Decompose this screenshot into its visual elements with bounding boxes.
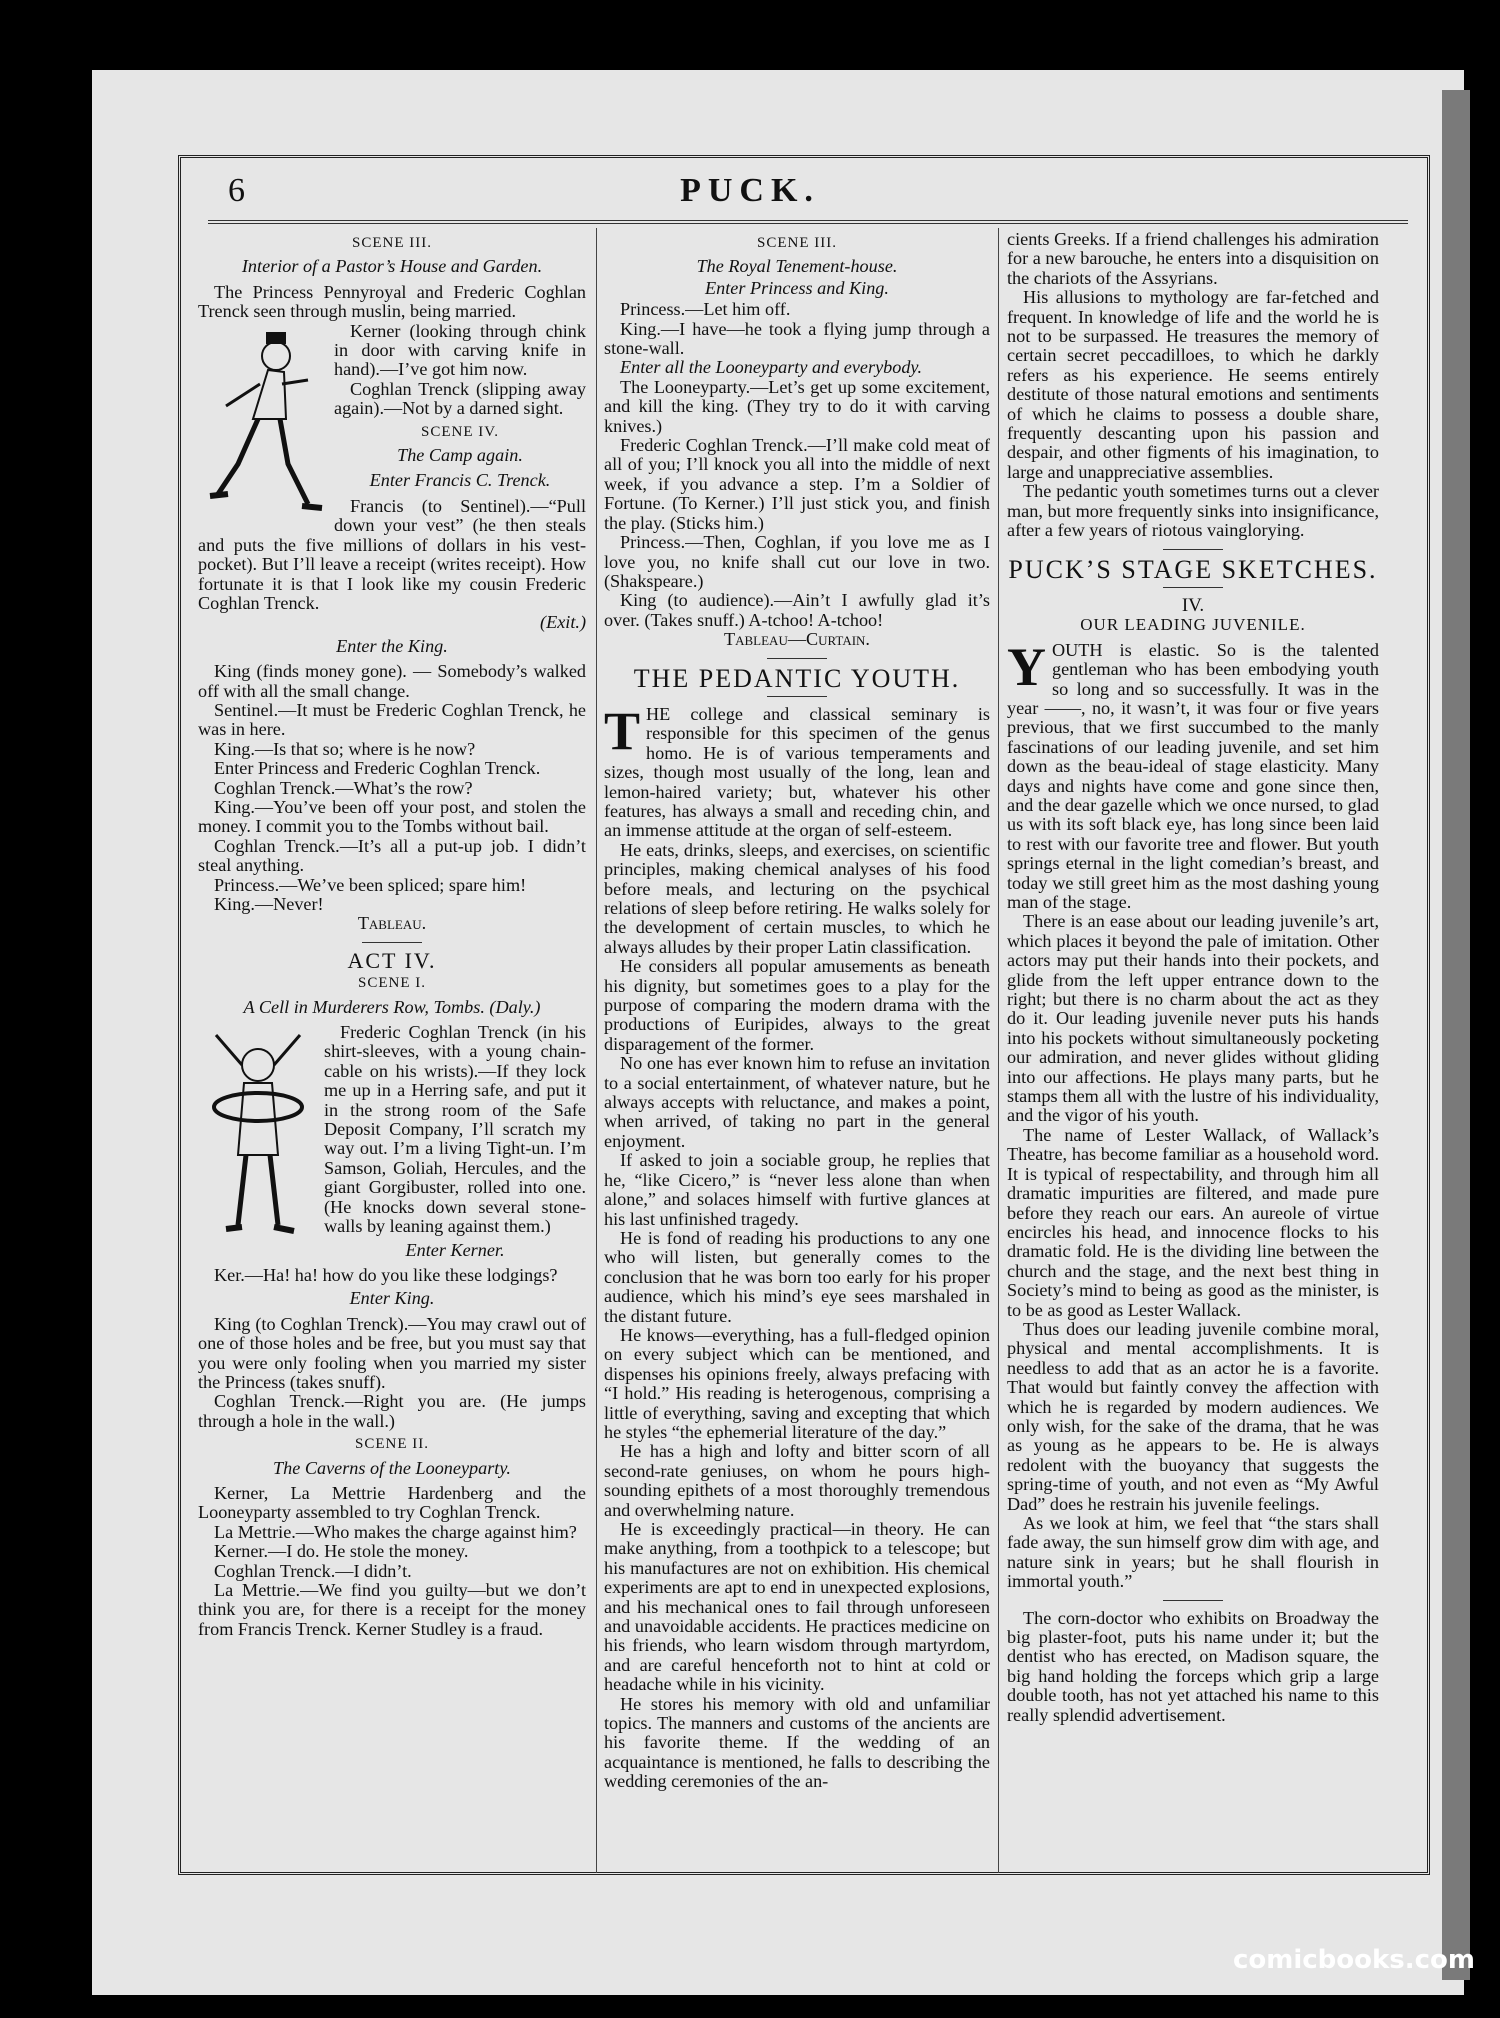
article-subtitle: OUR LEADING JUVENILE.	[1080, 615, 1306, 635]
article-paragraph: As we look at him, we feel that “the stars shall fade away, the sun himself grow dim with age, and nature sink in years; but he shall flourish in immortal youth.”	[1007, 1513, 1379, 1592]
article-paragraph: He knows—everything, has a full-fledged opinion on every subject which can be mentioned, and dispenses his opinions freely, always prefacing with “I hold.” His reading is heterogenous, comprising a little of everything, saving and excepting that which he styles “the ephemerial literature of the day.”	[604, 1324, 990, 1442]
section-rule	[1163, 1600, 1223, 1601]
column-1	[198, 230, 586, 1880]
title-rule	[767, 696, 827, 697]
article-paragraph: If asked to join a sociable group, he replies that he, “like Cicero,” is “never less alone than when alone,” and solaces himself with furtive glances at his last unfinished tragedy.	[604, 1150, 990, 1229]
chained-prisoner-illustration	[198, 1025, 318, 1255]
stage-direction: Enter all the Looneyparty and everybody.	[620, 357, 923, 378]
kerner-illustration	[198, 324, 328, 524]
article-paragraph: His allusions to mythology are far-fetched and frequent. In knowledge of life and the world he is not to be surpassed. He treasures the memory of certain secret peccadilloes, to which he darkly refers as his experience. He seems entirely destitute of those natural emotions and sentiments of which he claims to possess a double share, frequently descanting upon his passion and despair, and other figments of his imagination, to large and unappreciative assemblies.	[1007, 287, 1379, 482]
article-paragraph: HE college and classical seminary is responsible for this specimen of the genus homo. He is of various temperaments and sizes, though most usually of the long, lean and lemon-haired variety; but, whatever his other features, has always a small and receding chin, and an immense attitude at the organ of self-esteem.	[604, 703, 990, 841]
scene-heading: SCENE I.	[358, 975, 426, 992]
article-paragraph: There is an ease about our leading juvenile’s art, which places it beyond the pale of imitation. Other actors may put their hands into their pockets, and glide from the left upper entrance down to the right; but there is no charm about the act as they do it. Our leading juvenile never puts his hands into his pockets without simultaneously pocketing our admiration, and never glides without gliding into our affections. He plays many parts, but he stamps them all with the lustre of his individuality, and the vigor of his youth.	[1007, 911, 1379, 1126]
masthead-title: PUCK.	[680, 172, 820, 209]
dialogue-line: Frederic Coghlan Trenck.—I’ll make cold meat of all of you; I’ll knock you all into the middle of next week, if you advance a step. I’m a Soldier of Fortune. (To Kerner.) I’ll just stick you, and finish the play. (Sticks him.)	[604, 435, 990, 533]
tableau-label: Tableau.	[357, 913, 427, 934]
article-paragraph: The corn-doctor who exhibits on Broadway the big plaster-foot, puts his name under it; but the dentist who has erected, on Madison square, the big hand holding the forceps which grip a large double tooth, has not yet attached his name to this really splendid advertisement.	[1007, 1607, 1379, 1725]
scene-setting: The Royal Tenement-house.	[696, 256, 898, 277]
article-paragraph: He stores his memory with old and unfamiliar topics. The manners and customs of the ancients are his favorite theme. If the wedding of an acquaintance is mentioned, he falls to describing the wedding ceremonies of the an-	[604, 1693, 990, 1792]
section-rule	[1163, 549, 1223, 550]
dialogue-line: Coghlan Trenck.—It’s all a put-up job. I didn’t steal anything.	[198, 835, 586, 876]
dialogue-line: King.—Is that so; where is he now?	[214, 738, 476, 759]
dialogue-line: Kerner.—I do. He stole the money.	[214, 1541, 469, 1562]
scene-heading: SCENE IV.	[421, 423, 499, 440]
dialogue-line: King (to audience).—Ain’t I awfully glad it’s over. (Takes snuff.) A-tchoo! A-tchoo!	[604, 590, 990, 630]
scene-setting: A Cell in Murderers Row, Tombs. (Daly.)	[243, 996, 541, 1017]
scene-heading: SCENE III.	[352, 235, 432, 251]
act-heading: ACT IV.	[347, 947, 437, 973]
article-paragraph: The name of Lester Wallack, of Wallack’s Theatre, has become familiar as a household word. It is typical of respectability, and through him all dramatic impurities are filtered, and made pure before they reach our ears. An aureole of virtue encircles his head, and innocence flocks to his dramatic fold. He is the dividing line between the church and the stage, and the next best thing in Society’s mind to being as good as the minister, is to be as good as Lester Wallack.	[1007, 1124, 1379, 1320]
dialogue-line: Coghlan Trenck (slipping away again).—Not by a darned sight.	[334, 378, 586, 419]
dialogue-line: King (to Coghlan Trenck).—You may crawl out of one of those holes and be free, but you must say that you were only fooling when you married my sister the Princess (takes snuff).	[198, 1313, 586, 1392]
dialogue-line: Princess.—Then, Coghlan, if you love me as I love you, no knife shall cut our love in two. (Shakspeare.)	[604, 532, 990, 591]
column-2	[604, 230, 990, 1880]
scene-setting: The Camp again.	[397, 445, 523, 466]
article-paragraph: He considers all popular amusements as beneath his dignity, but sometimes goes to a play for the purpose of comparing the modern drama with the productions of Euripides, always to the great disparagement of the former.	[604, 956, 990, 1054]
column-divider	[596, 228, 597, 1873]
stage-direction: Enter Princess and King.	[705, 277, 889, 298]
dialogue-line: Sentinel.—It must be Frederic Coghlan Trenck, he was in here.	[198, 699, 586, 740]
article-number: IV.	[1181, 594, 1205, 616]
dialogue-line: King.—I have—he took a flying jump through a stone-wall.	[604, 318, 990, 359]
article-paragraph: He is exceedingly practical—in theory. He can make anything, from a toothpick to a telescope; but his manufactures are not on exhibition. His chemical experiments are apt to end in unexpected explosions, and his mechanical ones to fail through unforeseen and unavoidable accidents. He practices medicine on his friends, who learn wisdom through martyrdom, and are careful henceforth not to hint at cold or headache while in his vicinity.	[604, 1519, 990, 1695]
column-divider	[998, 228, 999, 1873]
page-number: 6	[228, 172, 245, 209]
article-paragraph: OUTH is elastic. So is the talented gentleman who has been embodying youth so long and so successfully. It was in the year ——, no, it wasn’t, it was four or five years previous, that we first succumbed to the manly fascinations of our leading juvenile, and set him down as the beau-ideal of stage elasticity. Many days and nights have come and gone since then, and the dear gazelle which we once nursed, to glad us with its soft black eye, has long since been laid to rest with our favorite tree and flower. But youth springs eternal in the light comedian’s breast, and today we still greet him as the most dashing young man of the stage.	[1007, 639, 1379, 912]
dialogue-line: Ker.—Ha! ha! how do you like these lodgings?	[214, 1264, 558, 1285]
stage-direction: The Princess Pennyroyal and Frederic Coghlan Trenck seen through muslin, being married.	[198, 281, 586, 322]
stage-direction: Enter Francis C. Trenck.	[369, 470, 551, 491]
site-watermark: comicbooks.com	[1232, 1945, 1475, 1975]
article-paragraph: Thus does our leading juvenile combine moral, physical and mental accomplishments. It is needless to add that as an actor he is a favorite. That would but faintly convey the affection with which he is regarded by modern audiences. We only wish, for the sake of the drama, that he was as young as he appears to be. He is always redolent with the buoyancy that suggests the spring-time of youth, and not even as “My Awful Dad” does he restrain his juvenile feelings.	[1007, 1318, 1379, 1514]
scene-heading: SCENE II.	[355, 1436, 429, 1453]
dialogue-line: Francis (to Sentinel).—“Pull down your vest” (he then steals and puts the five millions of dollars in his vest-pocket). But I’ll leave a receipt (writes receipt). How fortunate it is that I look like my cousin Frederic Coghlan Trenck.	[198, 495, 586, 613]
article-paragraph: He is fond of reading his productions to any one who will listen, but generally comes to the conclusion that he was born too early for his proper audience, which his mind’s eye sees marshaled in the distant future.	[604, 1227, 990, 1326]
book-spine	[1442, 90, 1470, 1980]
stage-direction: Enter Princess and Frederic Coghlan Trenck.	[214, 758, 541, 779]
scene-setting: The Caverns of the Looneyparty.	[273, 1457, 511, 1478]
section-rule	[362, 942, 422, 943]
stage-direction: Enter Kerner.	[405, 1239, 505, 1260]
dialogue-line: King.—You’ve been off your post, and stolen the money. I commit you to the Tombs without bail.	[198, 796, 586, 837]
dialogue-line: The Looneyparty.—Let’s get up some excitement, and kill the king. (They try to do it with carving knives.)	[604, 376, 990, 436]
article-paragraph: cients Greeks. If a friend challenges his admiration for a new barouche, he enters into a disquisition on the chariots of the Assyrians.	[1007, 230, 1379, 288]
curtain-label: Tableau—Curtain.	[724, 629, 870, 650]
stage-direction: Kerner, La Mettrie Hardenberg and the Looneyparty assembled to try Coghlan Trenck.	[198, 1482, 586, 1523]
column-3	[1007, 230, 1379, 1880]
dialogue-line: Kerner (looking through chink in door with carving knife in hand).—I’ve got him now.	[334, 320, 586, 380]
dialogue-line: Frederic Coghlan Trenck (in his shirt-sleeves, with a young chain-cable on his wrists).—If they lock me up in a Herring safe, and put it in the strong room of the Safe Deposit Company, I’ll scratch my way out. I’m a living Tight-un. I’m Samson, Goliah, Hercules, and the giant Gorgibuster, rolled into one. (He knocks down several stone-walls by leaning against them.)	[324, 1022, 586, 1237]
dialogue-line: King (finds money gone). — Somebody’s walked off with all the small change.	[198, 661, 586, 701]
dialogue-line: Princess.—Let him off.	[620, 299, 791, 320]
drop-cap: T	[604, 700, 641, 761]
article-title: THE PEDANTIC YOUTH.	[633, 663, 961, 693]
stage-direction: Enter King.	[349, 1288, 435, 1309]
drop-cap: Y	[1007, 636, 1046, 697]
scene-heading: SCENE III.	[757, 235, 837, 251]
stage-direction: Enter the King.	[336, 635, 448, 656]
stage-direction: (Exit.)	[540, 612, 586, 633]
dialogue-line: Coghlan Trenck.—I didn’t.	[214, 1560, 412, 1581]
dialogue-line: La Mettrie.—We find you guilty—but we don’t think you are, for there is a receipt for the money from Francis Trenck. Kerner Studley is a fraud.	[198, 1580, 586, 1639]
article-paragraph: No one has ever known him to refuse an invitation to a social entertainment, of whatever nature, but he always accepts with reluctance, and makes a point, when arrived, of taking no part in the general enjoyment.	[604, 1053, 990, 1151]
header-rule	[208, 220, 1408, 224]
dialogue-line: Coghlan Trenck.—What’s the row?	[214, 777, 473, 798]
article-title: PUCK’S STAGE SKETCHES.	[1008, 554, 1378, 584]
dialogue-line: King.—Never!	[214, 894, 324, 914]
dialogue-line: Princess.—We’ve been spliced; spare him!	[214, 874, 527, 895]
title-rule	[1163, 587, 1223, 588]
article-paragraph: He has a high and lofty and bitter scorn of all second-rate geniuses, on whom he pours high-sounding epithets of a most thoroughly tremendous and overwhelming nature.	[604, 1441, 990, 1520]
scene-setting: Interior of a Pastor’s House and Garden.	[241, 256, 543, 277]
dialogue-line: La Mettrie.—Who makes the charge against him?	[214, 1521, 577, 1542]
dialogue-line: Coghlan Trenck.—Right you are. (He jumps through a hole in the wall.)	[198, 1391, 586, 1431]
article-paragraph: He eats, drinks, sleeps, and exercises, on scientific principles, making chemical analyses of his food before meals, and lecturing on the psychical relations of sleep before retiring. He walks solely for the development of certain muscles, to which he always alludes by their proper Latin classification.	[604, 839, 990, 957]
section-rule	[767, 658, 827, 659]
article-paragraph: The pedantic youth sometimes turns out a clever man, but more frequently sinks into insignificance, after a few years of riotous vainglorying.	[1007, 481, 1379, 541]
